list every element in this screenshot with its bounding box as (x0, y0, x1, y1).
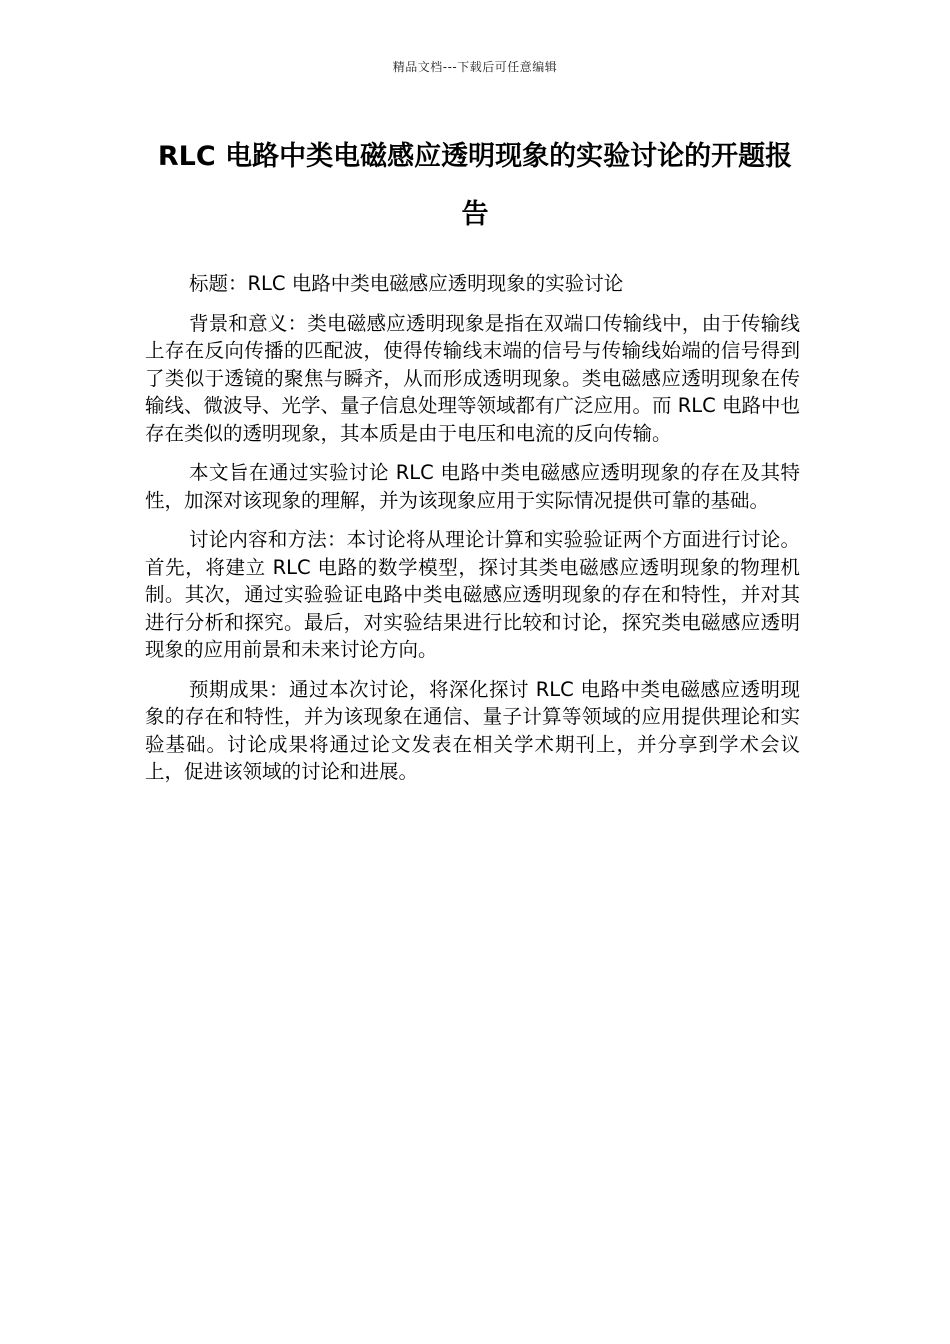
paragraph-expected-results: 预期成果：通过本次讨论，将深化探讨 RLC 电路中类电磁感应透明现象的存在和特性，并为该现象在通信、量子计算等领域的应用提供理论和实验基础。讨论成果将通过论文发表在相关学术期刊上，并分享到学术会议上，促进该领域的讨论和进展。 (145, 677, 800, 783)
paragraph-purpose: 本文旨在通过实验讨论 RLC 电路中类电磁感应透明现象的存在及其特性，加深对该现象的理解，并为该现象应用于实际情况提供可靠的基础。 (145, 461, 800, 512)
document-body (145, 270, 800, 798)
paragraph-methods: 讨论内容和方法：本讨论将从理论计算和实验验证两个方面进行讨论。首先，将建立 RLC 电路的数学模型，探讨其类电磁感应透明现象的物理机制。其次，通过实验验证电路中类电磁感应透明现象的存在和特性，并对其进行分析和探究。最后，对实验结果进行比较和讨论，探究类电磁感应透明现象的应用前景和未来讨论方向。 (145, 528, 800, 661)
document-title: RLC 电路中类电磁感应透明现象的实验讨论的开题报告 (157, 141, 793, 230)
paragraph-topic: 标题：RLC 电路中类电磁感应透明现象的实验讨论 (189, 272, 624, 295)
paragraph-background: 背景和意义：类电磁感应透明现象是指在双端口传输线中，由于传输线上存在反向传播的匹配波，使得传输线末端的信号与传输线始端的信号得到了类似于透镜的聚焦与瞬齐，从而形成透明现象。类电磁感应透明现象在传输线、微波导、光学、量子信息处理等领域都有广泛应用。而 RLC 电路中也存在类似的透明现象，其本质是由于电压和电流的反向传输。 (145, 311, 800, 445)
header-note: 精品文档---下载后可任意编辑 (392, 60, 558, 74)
